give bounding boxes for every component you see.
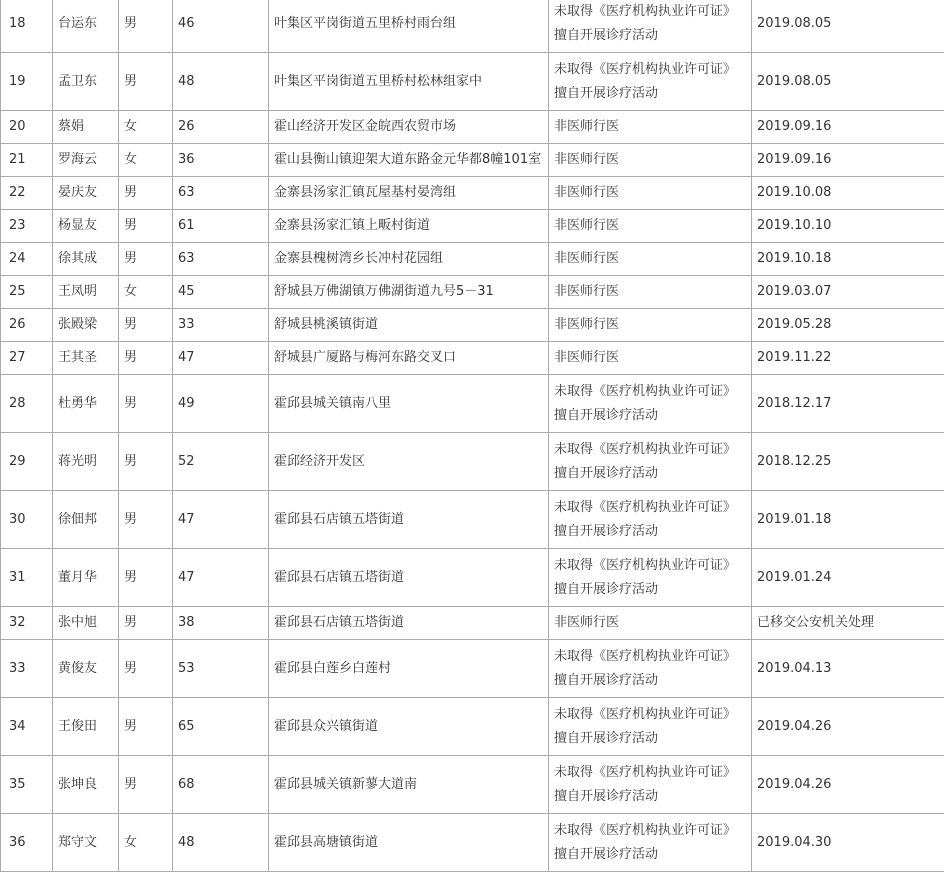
cell-name: 罗海云 — [53, 144, 119, 177]
cell-age: 49 — [173, 375, 269, 433]
table-row — [1, 640, 944, 698]
table-row — [1, 491, 944, 549]
table-row — [1, 698, 944, 756]
cell-gender: 男 — [119, 698, 173, 756]
cell-violation: 未取得《医疗机构执业许可证》擅自开展诊疗活动 — [549, 698, 752, 756]
cell-gender: 男 — [119, 756, 173, 814]
cell-violation: 非医师行医 — [549, 309, 752, 342]
cell-gender: 男 — [119, 607, 173, 640]
cell-date: 2018.12.17 — [752, 375, 944, 433]
cell-date: 2019.05.28 — [752, 309, 944, 342]
cell-name: 王俊田 — [53, 698, 119, 756]
cell-no: 18 — [1, 0, 53, 53]
cell-no: 36 — [1, 814, 53, 872]
cell-age: 48 — [173, 814, 269, 872]
cell-gender: 男 — [119, 640, 173, 698]
cell-name: 徐佃邦 — [53, 491, 119, 549]
table-row — [1, 607, 944, 640]
cell-name: 孟卫东 — [53, 53, 119, 111]
cell-no: 35 — [1, 756, 53, 814]
cell-violation: 未取得《医疗机构执业许可证》擅自开展诊疗活动 — [549, 433, 752, 491]
cell-address: 霍邱县城关镇南八里 — [269, 375, 549, 433]
table-row — [1, 375, 944, 433]
cell-address: 叶集区平岗街道五里桥村松林组家中 — [269, 53, 549, 111]
table-row — [1, 243, 944, 276]
cell-date: 2019.01.24 — [752, 549, 944, 607]
cell-age: 61 — [173, 210, 269, 243]
cell-age: 63 — [173, 177, 269, 210]
cell-gender: 男 — [119, 309, 173, 342]
cell-name: 杨显友 — [53, 210, 119, 243]
cell-date: 2019.10.18 — [752, 243, 944, 276]
cell-address: 金寨县汤家汇镇瓦屋基村晏湾组 — [269, 177, 549, 210]
cell-name: 杜勇华 — [53, 375, 119, 433]
cell-age: 38 — [173, 607, 269, 640]
cell-violation: 未取得《医疗机构执业许可证》擅自开展诊疗活动 — [549, 491, 752, 549]
cell-age: 33 — [173, 309, 269, 342]
cell-date: 2019.10.08 — [752, 177, 944, 210]
table-row — [1, 0, 944, 53]
cell-address: 霍邱县石店镇五塔街道 — [269, 607, 549, 640]
cell-age: 68 — [173, 756, 269, 814]
cell-violation: 非医师行医 — [549, 243, 752, 276]
cell-violation: 未取得《医疗机构执业许可证》擅自开展诊疗活动 — [549, 640, 752, 698]
cell-date: 2019.04.13 — [752, 640, 944, 698]
cell-no: 21 — [1, 144, 53, 177]
records-table-body — [1, 0, 944, 872]
cell-date: 已移交公安机关处理 — [752, 607, 944, 640]
cell-violation: 非医师行医 — [549, 177, 752, 210]
cell-no: 31 — [1, 549, 53, 607]
cell-address: 金寨县汤家汇镇上畈村街道 — [269, 210, 549, 243]
cell-no: 24 — [1, 243, 53, 276]
cell-gender: 男 — [119, 0, 173, 53]
cell-date: 2018.12.25 — [752, 433, 944, 491]
cell-no: 25 — [1, 276, 53, 309]
cell-violation: 未取得《医疗机构执业许可证》擅自开展诊疗活动 — [549, 814, 752, 872]
cell-gender: 女 — [119, 814, 173, 872]
cell-date: 2019.04.26 — [752, 756, 944, 814]
cell-violation: 未取得《医疗机构执业许可证》擅自开展诊疗活动 — [549, 0, 752, 53]
cell-age: 48 — [173, 53, 269, 111]
table-row — [1, 177, 944, 210]
cell-name: 张中旭 — [53, 607, 119, 640]
cell-no: 28 — [1, 375, 53, 433]
cell-gender: 男 — [119, 177, 173, 210]
cell-gender: 男 — [119, 342, 173, 375]
cell-address: 霍邱县众兴镇街道 — [269, 698, 549, 756]
cell-name: 蒋光明 — [53, 433, 119, 491]
cell-no: 27 — [1, 342, 53, 375]
cell-address: 霍邱经济开发区 — [269, 433, 549, 491]
cell-no: 23 — [1, 210, 53, 243]
cell-name: 张殿梁 — [53, 309, 119, 342]
cell-no: 34 — [1, 698, 53, 756]
table-row — [1, 276, 944, 309]
cell-name: 台运东 — [53, 0, 119, 53]
cell-age: 26 — [173, 111, 269, 144]
cell-no: 30 — [1, 491, 53, 549]
cell-name: 王其圣 — [53, 342, 119, 375]
cell-no: 19 — [1, 53, 53, 111]
table-row — [1, 144, 944, 177]
cell-age: 47 — [173, 342, 269, 375]
cell-address: 叶集区平岗街道五里桥村雨台组 — [269, 0, 549, 53]
cell-gender: 女 — [119, 111, 173, 144]
cell-name: 晏庆友 — [53, 177, 119, 210]
cell-violation: 未取得《医疗机构执业许可证》擅自开展诊疗活动 — [549, 375, 752, 433]
cell-gender: 男 — [119, 243, 173, 276]
table-row — [1, 814, 944, 872]
cell-age: 45 — [173, 276, 269, 309]
cell-age: 36 — [173, 144, 269, 177]
cell-violation: 未取得《医疗机构执业许可证》擅自开展诊疗活动 — [549, 53, 752, 111]
cell-gender: 女 — [119, 276, 173, 309]
cell-no: 32 — [1, 607, 53, 640]
cell-address: 霍邱县城关镇新蓼大道南 — [269, 756, 549, 814]
cell-violation: 非医师行医 — [549, 111, 752, 144]
cell-date: 2019.08.05 — [752, 0, 944, 53]
cell-address: 霍邱县石店镇五塔街道 — [269, 491, 549, 549]
cell-violation: 非医师行医 — [549, 144, 752, 177]
cell-no: 29 — [1, 433, 53, 491]
cell-address: 舒城县万佛湖镇万佛湖街道九号5－31 — [269, 276, 549, 309]
cell-violation: 非医师行医 — [549, 210, 752, 243]
cell-name: 董月华 — [53, 549, 119, 607]
cell-gender: 男 — [119, 375, 173, 433]
cell-gender: 男 — [119, 491, 173, 549]
cell-violation: 非医师行医 — [549, 276, 752, 309]
cell-date: 2019.08.05 — [752, 53, 944, 111]
cell-date: 2019.11.22 — [752, 342, 944, 375]
cell-gender: 男 — [119, 53, 173, 111]
cell-violation: 非医师行医 — [549, 607, 752, 640]
table-row — [1, 549, 944, 607]
cell-violation: 未取得《医疗机构执业许可证》擅自开展诊疗活动 — [549, 756, 752, 814]
cell-date: 2019.10.10 — [752, 210, 944, 243]
table-row — [1, 309, 944, 342]
cell-age: 63 — [173, 243, 269, 276]
cell-age: 53 — [173, 640, 269, 698]
cell-name: 蔡娟 — [53, 111, 119, 144]
cell-date: 2019.09.16 — [752, 144, 944, 177]
table-row — [1, 433, 944, 491]
cell-name: 王凤明 — [53, 276, 119, 309]
table-row — [1, 111, 944, 144]
cell-address: 霍邱县石店镇五塔街道 — [269, 549, 549, 607]
cell-gender: 男 — [119, 210, 173, 243]
table-row — [1, 53, 944, 111]
cell-date: 2019.04.30 — [752, 814, 944, 872]
cell-address: 金寨县槐树湾乡长冲村花园组 — [269, 243, 549, 276]
cell-age: 47 — [173, 491, 269, 549]
cell-age: 46 — [173, 0, 269, 53]
cell-no: 33 — [1, 640, 53, 698]
cell-violation: 未取得《医疗机构执业许可证》擅自开展诊疗活动 — [549, 549, 752, 607]
cell-address: 舒城县桃溪镇街道 — [269, 309, 549, 342]
cell-address: 舒城县广厦路与梅河东路交叉口 — [269, 342, 549, 375]
cell-name: 张坤良 — [53, 756, 119, 814]
cell-date: 2019.03.07 — [752, 276, 944, 309]
cell-age: 47 — [173, 549, 269, 607]
cell-address: 霍山县衡山镇迎架大道东路金元华都8幢101室 — [269, 144, 549, 177]
cell-gender: 男 — [119, 433, 173, 491]
cell-name: 黄俊友 — [53, 640, 119, 698]
cell-date: 2019.01.18 — [752, 491, 944, 549]
cell-age: 65 — [173, 698, 269, 756]
cell-address: 霍山经济开发区金皖西农贸市场 — [269, 111, 549, 144]
cell-date: 2019.04.26 — [752, 698, 944, 756]
cell-gender: 男 — [119, 549, 173, 607]
cell-address: 霍邱县白莲乡白莲村 — [269, 640, 549, 698]
cell-name: 郑守文 — [53, 814, 119, 872]
cell-gender: 女 — [119, 144, 173, 177]
table-row — [1, 342, 944, 375]
cell-name: 徐其成 — [53, 243, 119, 276]
cell-violation: 非医师行医 — [549, 342, 752, 375]
cell-age: 52 — [173, 433, 269, 491]
table-row — [1, 210, 944, 243]
cell-no: 22 — [1, 177, 53, 210]
cell-address: 霍邱县高塘镇街道 — [269, 814, 549, 872]
cell-no: 26 — [1, 309, 53, 342]
cell-date: 2019.09.16 — [752, 111, 944, 144]
table-row — [1, 756, 944, 814]
cell-no: 20 — [1, 111, 53, 144]
